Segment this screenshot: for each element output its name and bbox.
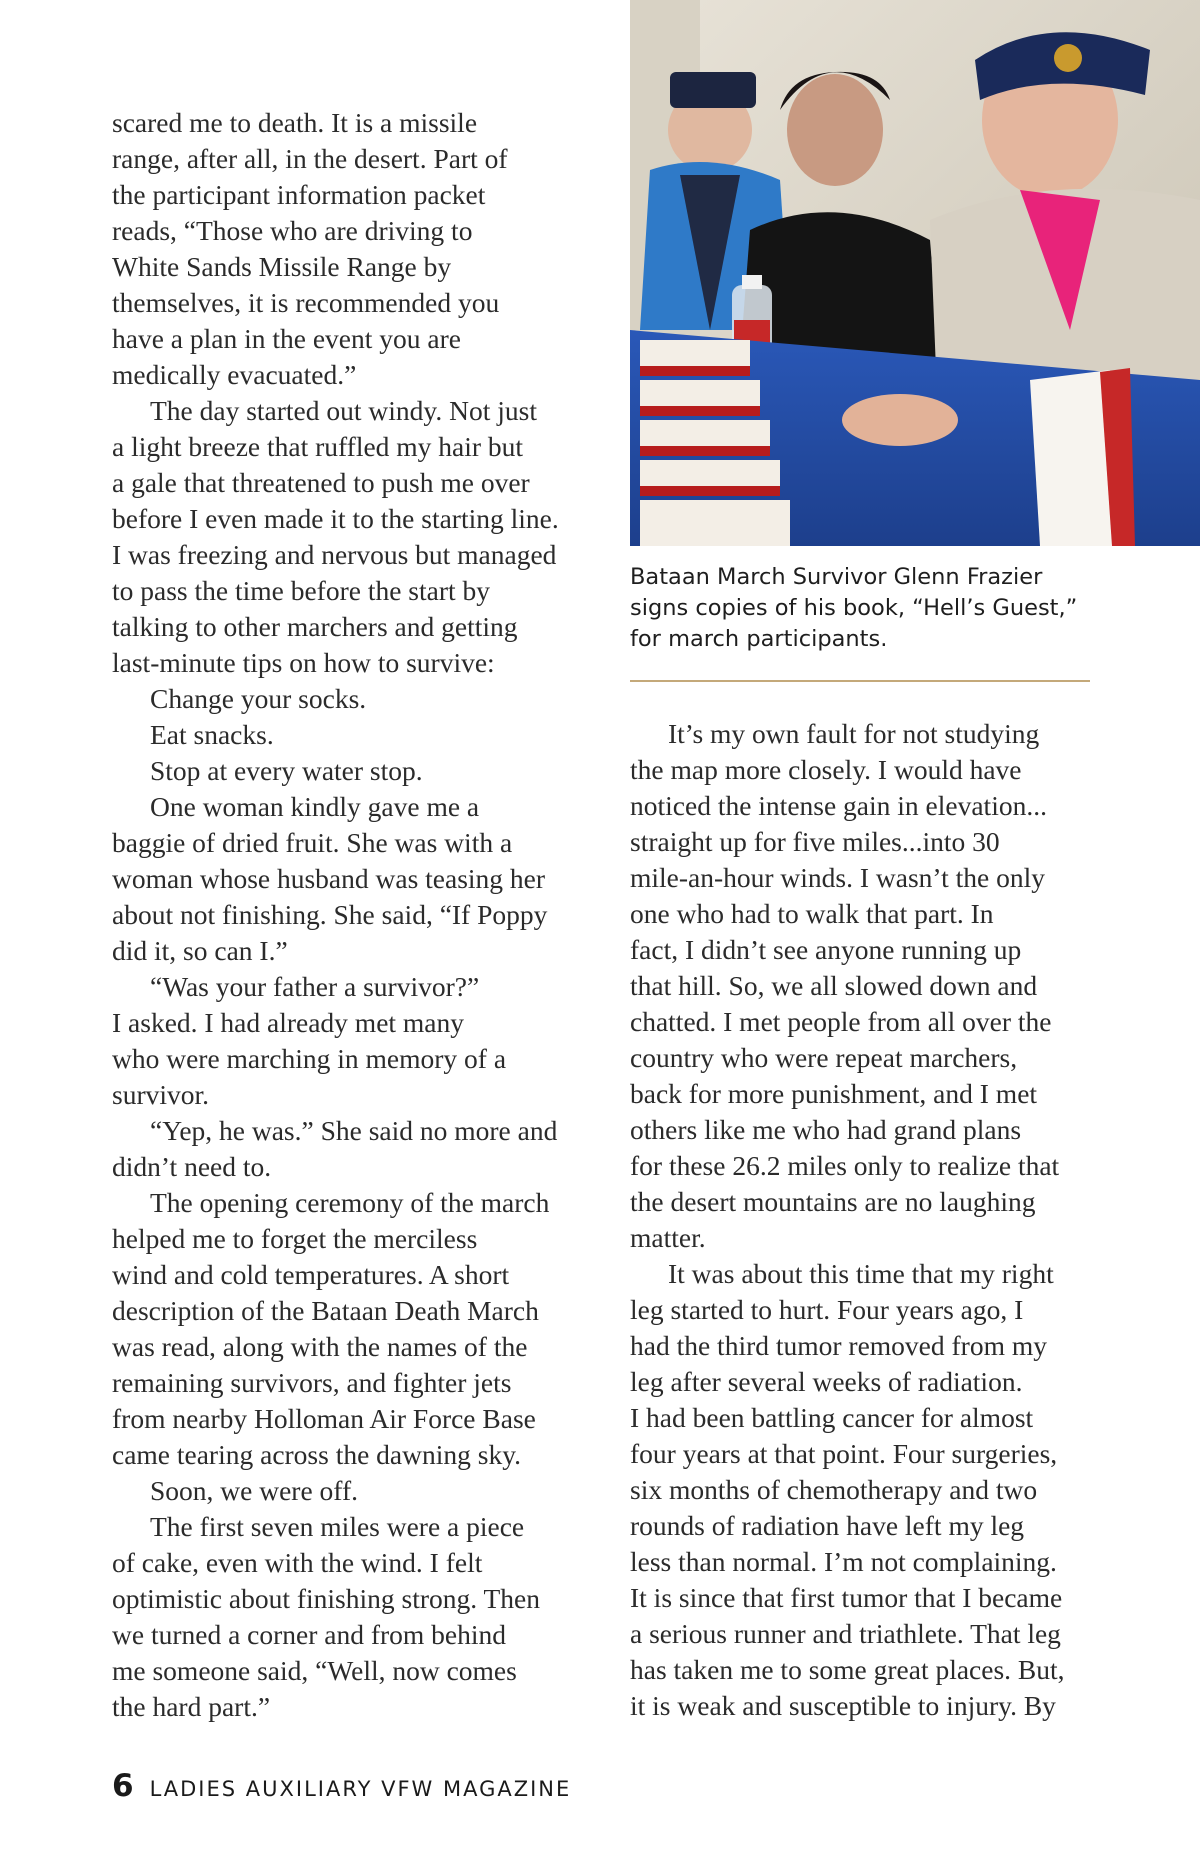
text-line: leg started to hurt. Four years ago, I [630, 1294, 1024, 1325]
text-line: the map more closely. I would have [630, 754, 1022, 785]
text-line: reads, “Those who are driving to [112, 215, 473, 246]
page-footer [112, 1768, 571, 1804]
text-line: description of the Bataan Death March [112, 1295, 539, 1326]
text-line: Stop at every water stop. [150, 755, 423, 786]
caption-divider [630, 680, 1090, 682]
text-line: White Sands Missile Range by [112, 251, 452, 282]
text-line: The day started out windy. Not just [150, 395, 537, 426]
text-line: less than normal. I’m not complaining. [630, 1546, 1057, 1577]
caption-line: for march participants. [630, 626, 888, 652]
text-line: It’s my own fault for not studying [668, 718, 1040, 749]
photo-illustration [630, 0, 1200, 546]
text-line: a gale that threatened to push me over [112, 467, 530, 498]
text-line: straight up for five miles...into 30 [630, 826, 1000, 857]
text-line: woman whose husband was teasing her [112, 863, 546, 894]
text-line: we turned a corner and from behind [112, 1619, 507, 1650]
text-line: “Yep, he was.” She said no more and [150, 1115, 558, 1146]
text-line: six months of chemotherapy and two [630, 1474, 1038, 1505]
text-line: didn’t need to. [112, 1151, 272, 1182]
text-line: leg after several weeks of radiation. [630, 1366, 1023, 1397]
text-line: others like me who had grand plans [630, 1114, 1022, 1145]
text-line: to pass the time before the start by [112, 575, 491, 606]
text-line: range, after all, in the desert. Part of [112, 143, 508, 174]
text-line: One woman kindly gave me a [150, 791, 480, 822]
text-line: did it, so can I.” [112, 935, 288, 966]
text-line: remaining survivors, and fighter jets [112, 1367, 512, 1398]
text-line: I had been battling cancer for almost [630, 1402, 1034, 1433]
article-text-right-column [630, 716, 1120, 1724]
text-line: “Was your father a survivor?” [150, 971, 480, 1002]
article-text-left-column [112, 105, 602, 1725]
text-line: it is weak and susceptible to injury. By [630, 1690, 1056, 1721]
text-line: helped me to forget the merciless [112, 1223, 478, 1254]
text-line: that hill. So, we all slowed down and [630, 970, 1038, 1001]
text-line: four years at that point. Four surgeries, [630, 1438, 1058, 1469]
text-line: talking to other marchers and getting [112, 611, 518, 642]
text-line: for these 26.2 miles only to realize that [630, 1150, 1060, 1181]
text-line: rounds of radiation have left my leg [630, 1510, 1025, 1541]
text-line: matter. [630, 1222, 706, 1253]
caption-line: signs copies of his book, “Hell’s Guest,” [630, 595, 1078, 621]
text-line: before I even made it to the starting line. [112, 503, 559, 534]
text-line: me someone said, “Well, now comes [112, 1655, 517, 1686]
text-line: Eat snacks. [150, 719, 274, 750]
text-line: I asked. I had already met many [112, 1007, 465, 1038]
text-line: The opening ceremony of the march [150, 1187, 550, 1218]
caption-line: Bataan March Survivor Glenn Frazier [630, 564, 1043, 590]
text-line: Change your socks. [150, 683, 367, 714]
text-line: Soon, we were off. [150, 1475, 358, 1506]
text-line: optimistic about finishing strong. Then [112, 1583, 541, 1614]
text-line: the desert mountains are no laughing [630, 1186, 1036, 1217]
text-line: have a plan in the event you are [112, 323, 461, 354]
text-line: was read, along with the names of the [112, 1331, 528, 1362]
text-line: the hard part.” [112, 1691, 271, 1722]
photo-caption [630, 562, 1110, 655]
text-line: mile-an-hour winds. I wasn’t the only [630, 862, 1045, 893]
text-line: chatted. I met people from all over the [630, 1006, 1052, 1037]
text-line: of cake, even with the wind. I felt [112, 1547, 483, 1578]
text-line: came tearing across the dawning sky. [112, 1439, 522, 1470]
publication-name: LADIES AUXILIARY VFW MAGAZINE [149, 1777, 572, 1801]
text-line: fact, I didn’t see anyone running up [630, 934, 1022, 965]
text-line: survivor. [112, 1079, 210, 1110]
article-photo [630, 0, 1200, 546]
text-line: scared me to death. It is a missile [112, 107, 478, 138]
text-line: wind and cold temperatures. A short [112, 1259, 510, 1290]
text-line: a serious runner and triathlete. That leg [630, 1618, 1061, 1649]
text-line: last-minute tips on how to survive: [112, 647, 495, 678]
text-line: the participant information packet [112, 179, 486, 210]
text-line: noticed the intense gain in elevation... [630, 790, 1047, 821]
text-line: from nearby Holloman Air Force Base [112, 1403, 536, 1434]
page-number: 6 [112, 1768, 134, 1804]
text-line: medically evacuated.” [112, 359, 357, 390]
text-line: themselves, it is recommended you [112, 287, 500, 318]
text-line: It was about this time that my right [668, 1258, 1054, 1289]
text-line: I was freezing and nervous but managed [112, 539, 557, 570]
text-line: who were marching in memory of a [112, 1043, 507, 1074]
text-line: has taken me to some great places. But, [630, 1654, 1065, 1685]
text-line: country who were repeat marchers, [630, 1042, 1018, 1073]
text-line: The first seven miles were a piece [150, 1511, 525, 1542]
text-line: It is since that first tumor that I became [630, 1582, 1063, 1613]
text-line: had the third tumor removed from my [630, 1330, 1047, 1361]
text-line: one who had to walk that part. In [630, 898, 994, 929]
text-line: baggie of dried fruit. She was with a [112, 827, 513, 858]
text-line: about not finishing. She said, “If Poppy [112, 899, 548, 930]
text-line: a light breeze that ruffled my hair but [112, 431, 524, 462]
text-line: back for more punishment, and I met [630, 1078, 1038, 1109]
